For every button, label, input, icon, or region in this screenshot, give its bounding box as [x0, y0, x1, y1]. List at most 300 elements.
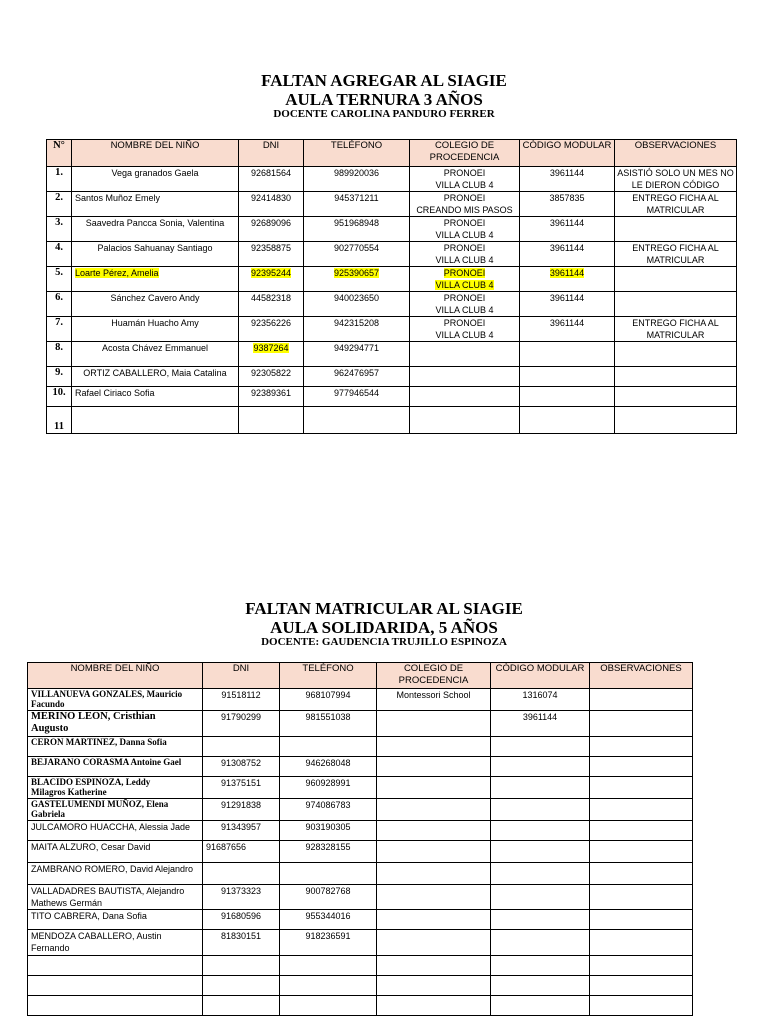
header-codigo: CÓDIGO MODULAR [520, 140, 615, 167]
nombre-text: Acosta Chávez Emmanuel [101, 343, 209, 353]
cell-colegio: Montessori School [377, 689, 491, 711]
nombre-text: GASTELUMENDI MUÑOZ, Elena [31, 799, 169, 809]
colegio-line [410, 304, 519, 316]
table-row [28, 841, 693, 863]
cell-telefono: 968107994 [280, 689, 377, 711]
cell-nombre [28, 777, 203, 799]
table-row [28, 737, 693, 757]
header-observaciones: OBSERVACIONES [590, 663, 693, 689]
cell-observaciones [590, 863, 693, 885]
cell-colegio [410, 267, 520, 292]
table-row [47, 192, 737, 217]
cell-codigo [520, 192, 615, 217]
nombre-text: MAITA ALZURO, Cesar David [31, 842, 151, 852]
cell-colegio [410, 167, 520, 192]
colegio-text: PRONOEI [443, 243, 486, 253]
table-row [47, 167, 737, 192]
cell-colegio [410, 292, 520, 317]
nombre-text: BEJARANO CORASMA Antoine Gael [31, 757, 182, 767]
cell-telefono: 960928991 [280, 777, 377, 799]
colegio-text: VILLA CLUB 4 [435, 330, 494, 340]
cell-telefono: 981551038 [280, 711, 377, 737]
cell-codigo [491, 996, 590, 1016]
nombre-text: Augusto [31, 723, 69, 734]
cell-dni [203, 956, 280, 976]
telefono-text: 940023650 [333, 293, 380, 303]
codigo-text: 3961144 [549, 268, 585, 278]
observacion-text: MATRICULAR [646, 255, 705, 265]
cell-codigo [520, 267, 615, 292]
cell-telefono [304, 367, 410, 387]
cell-colegio [377, 737, 491, 757]
table-row [47, 292, 737, 317]
cell-nombre [72, 167, 239, 192]
table-row [47, 217, 737, 242]
colegio-line [410, 329, 519, 341]
cell-colegio [377, 996, 491, 1016]
dni-text: 92358875 [250, 243, 292, 253]
table-row [28, 799, 693, 821]
table-solidaridad [27, 662, 693, 1016]
cell-observaciones [590, 777, 693, 799]
colegio-text: VILLA CLUB 4 [435, 280, 494, 290]
cell-codigo: 1316074 [491, 689, 590, 711]
header-codigo: CÓDIGO MODULAR [491, 663, 590, 689]
colegio-line [410, 267, 519, 279]
cell-nombre [28, 885, 203, 910]
cell-codigo [520, 342, 615, 367]
cell-codigo [491, 799, 590, 821]
table-row [28, 885, 693, 910]
codigo-text: 3961144 [549, 318, 585, 328]
cell-telefono: 946268048 [280, 757, 377, 777]
cell-nombre [28, 956, 203, 976]
table-row [47, 317, 737, 342]
cell-colegio [377, 757, 491, 777]
cell-codigo [491, 737, 590, 757]
cell-codigo [491, 777, 590, 799]
cell-nombre [28, 689, 203, 711]
colegio-line [410, 204, 519, 216]
section2-title: FALTAN MATRICULAR AL SIAGIE [245, 599, 523, 618]
cell-codigo [520, 407, 615, 434]
cell-telefono: 974086783 [280, 799, 377, 821]
nombre-text: Gabriela [31, 809, 65, 819]
colegio-line [410, 292, 519, 304]
cell-nombre [28, 821, 203, 841]
cell-dni: 91291838 [203, 799, 280, 821]
cell-telefono [304, 267, 410, 292]
cell-observaciones [615, 167, 737, 192]
cell-colegio [377, 863, 491, 885]
cell-dni [203, 737, 280, 757]
cell-codigo [520, 367, 615, 387]
nombre-text: CERON MARTINEZ, Danna Sofia [31, 737, 167, 747]
table-header-row [28, 663, 693, 689]
cell-nombre [72, 292, 239, 317]
dni-text: 44582318 [250, 293, 292, 303]
cell-observaciones [615, 407, 737, 434]
row-number: 10. [47, 387, 72, 407]
cell-observaciones [615, 367, 737, 387]
cell-telefono [280, 996, 377, 1016]
section2-subtitle: AULA SOLIDARIDA, 5 AÑOS [270, 618, 498, 637]
nombre-text: TITO CABRERA, Dana Sofia [31, 911, 147, 921]
cell-dni [239, 407, 304, 434]
cell-observaciones [615, 387, 737, 407]
cell-dni [239, 217, 304, 242]
cell-telefono: 955344016 [280, 910, 377, 930]
cell-colegio [377, 910, 491, 930]
nombre-text: MERINO LEON, Cristhian [31, 711, 156, 722]
colegio-line [410, 217, 519, 229]
row-number: 4. [47, 242, 72, 267]
header-dni: DNI [239, 140, 304, 167]
cell-nombre [72, 342, 239, 367]
cell-codigo [491, 930, 590, 956]
cell-observaciones [615, 317, 737, 342]
row-number: 2. [47, 192, 72, 217]
header-nombre: NOMBRE DEL NIÑO [28, 663, 203, 689]
cell-nombre [72, 407, 239, 434]
cell-nombre [28, 930, 203, 956]
cell-observaciones [615, 192, 737, 217]
colegio-text: PRONOEI [443, 268, 486, 278]
table-row [28, 956, 693, 976]
observacion-text: ASISTIÓ SOLO UN MES NO [617, 168, 734, 178]
nombre-text: Saavedra Pancca Sonia, Valentina [85, 218, 225, 228]
cell-colegio [410, 317, 520, 342]
cell-telefono [304, 342, 410, 367]
cell-codigo [491, 885, 590, 910]
table-row [47, 387, 737, 407]
colegio-text: PRONOEI [443, 168, 486, 178]
cell-colegio [410, 192, 520, 217]
cell-codigo [491, 821, 590, 841]
nombre-text: VALLADADRES BAUTISTA, Alejandro [31, 886, 185, 896]
cell-observaciones [615, 342, 737, 367]
cell-observaciones [590, 799, 693, 821]
telefono-text: 977946544 [333, 388, 380, 398]
cell-observaciones [590, 711, 693, 737]
cell-nombre [28, 841, 203, 863]
cell-dni: 91308752 [203, 757, 280, 777]
telefono-text: 902770554 [333, 243, 380, 253]
cell-codigo [491, 757, 590, 777]
observacion-text: MATRICULAR [646, 205, 705, 215]
cell-observaciones [590, 930, 693, 956]
table-row [28, 777, 693, 799]
codigo-text: 3961144 [549, 243, 585, 253]
cell-codigo: 3961144 [491, 711, 590, 737]
nombre-text: VILLANUEVA GONZALES, Mauricio [31, 689, 183, 699]
table-row [47, 242, 737, 267]
colegio-text: CREANDO MIS PASOS [416, 205, 513, 215]
telefono-text: 945371211 [334, 193, 379, 203]
cell-observaciones [590, 689, 693, 711]
dni-text: 92681564 [250, 168, 292, 178]
cell-observaciones [590, 976, 693, 996]
cell-observaciones [615, 242, 737, 267]
nombre-text: BLACIDO ESPINOZA, Leddy [31, 777, 151, 787]
section1-docente: DOCENTE CAROLINA PANDURO FERRER [273, 108, 495, 120]
cell-nombre [72, 387, 239, 407]
cell-observaciones [590, 956, 693, 976]
row-number: 8. [47, 342, 72, 367]
cell-codigo [520, 387, 615, 407]
colegio-text: PRONOEI [443, 193, 486, 203]
table-row [28, 689, 693, 711]
colegio-text: VILLA CLUB 4 [435, 180, 494, 190]
nombre-text: ORTIZ CABALLERO, Maia Catalina [83, 368, 227, 378]
cell-dni [239, 342, 304, 367]
cell-codigo [491, 841, 590, 863]
header-n: N° [47, 140, 72, 167]
cell-colegio [377, 799, 491, 821]
cell-telefono [280, 737, 377, 757]
section1-subtitle: AULA TERNURA 3 AÑOS [285, 90, 483, 109]
nombre-text: Fernando [31, 943, 70, 953]
cell-codigo [520, 242, 615, 267]
telefono-text: 962476957 [333, 368, 380, 378]
row-number: 9. [47, 367, 72, 387]
cell-telefono: 918236591 [280, 930, 377, 956]
nombre-text: Mathews Germán [31, 898, 103, 908]
cell-observaciones [590, 996, 693, 1016]
observacion-text: ENTREGO FICHA AL [632, 243, 719, 253]
cell-nombre [28, 976, 203, 996]
colegio-line [410, 229, 519, 241]
telefono-text: 989920036 [333, 168, 380, 178]
cell-dni: 91375151 [203, 777, 280, 799]
nombre-text: Sánchez Cavero Andy [110, 293, 200, 303]
cell-nombre [28, 711, 203, 737]
cell-dni [239, 167, 304, 192]
colegio-text: VILLA CLUB 4 [435, 230, 494, 240]
colegio-line [410, 317, 519, 329]
colegio-line [410, 179, 519, 191]
cell-telefono [304, 242, 410, 267]
row-number: 11 [47, 407, 72, 434]
table-row [28, 910, 693, 930]
cell-telefono: 900782768 [280, 885, 377, 910]
table-ternura [46, 139, 737, 434]
header-telefono: TELÉFONO [304, 140, 410, 167]
cell-observaciones [590, 737, 693, 757]
colegio-line [410, 254, 519, 266]
cell-nombre [72, 267, 239, 292]
cell-dni [239, 292, 304, 317]
cell-nombre [28, 910, 203, 930]
cell-dni: 91680596 [203, 910, 280, 930]
cell-codigo [520, 292, 615, 317]
telefono-text: 942315208 [333, 318, 380, 328]
header-nombre: NOMBRE DEL NIÑO [72, 140, 239, 167]
cell-colegio [377, 930, 491, 956]
header-observaciones: OBSERVACIONES [615, 140, 737, 167]
cell-nombre [72, 317, 239, 342]
cell-telefono [304, 217, 410, 242]
colegio-text: PRONOEI [443, 218, 486, 228]
cell-codigo [520, 217, 615, 242]
observacion-text: MATRICULAR [646, 330, 705, 340]
cell-observaciones [615, 267, 737, 292]
cell-colegio [377, 777, 491, 799]
cell-dni: 91687656 [203, 841, 280, 863]
cell-telefono [280, 863, 377, 885]
cell-colegio [410, 342, 520, 367]
cell-nombre [72, 192, 239, 217]
codigo-text: 3961144 [549, 168, 585, 178]
cell-codigo [491, 956, 590, 976]
cell-colegio [410, 242, 520, 267]
cell-observaciones [590, 885, 693, 910]
cell-colegio [410, 387, 520, 407]
row-number: 6. [47, 292, 72, 317]
cell-dni [239, 192, 304, 217]
cell-codigo [491, 976, 590, 996]
cell-colegio [410, 217, 520, 242]
cell-telefono [304, 167, 410, 192]
cell-dni [203, 996, 280, 1016]
table-row [28, 757, 693, 777]
table-row [47, 342, 737, 367]
nombre-text: ZAMBRANO ROMERO, David Alejandro [31, 864, 194, 874]
nombre-text: Santos Muñoz Emely [75, 193, 161, 203]
table-row [28, 711, 693, 737]
cell-nombre [72, 217, 239, 242]
cell-telefono [304, 407, 410, 434]
cell-dni [203, 863, 280, 885]
cell-dni [239, 242, 304, 267]
header-dni: DNI [203, 663, 280, 689]
row-number: 7. [47, 317, 72, 342]
dni-text: 92389361 [250, 388, 292, 398]
codigo-text: 3961144 [549, 218, 585, 228]
codigo-text: 3961144 [549, 293, 585, 303]
cell-nombre [28, 996, 203, 1016]
cell-dni: 91343957 [203, 821, 280, 841]
nombre-text: JULCAMORO HUACCHA, Alessia Jade [31, 822, 191, 832]
dni-text: 9387264 [253, 343, 289, 353]
colegio-text: VILLA CLUB 4 [435, 305, 494, 315]
cell-dni [203, 976, 280, 996]
cell-observaciones [615, 217, 737, 242]
table-row [28, 821, 693, 841]
cell-telefono [304, 387, 410, 407]
cell-telefono [280, 976, 377, 996]
nombre-text: Vega granados Gaela [111, 168, 199, 178]
dni-text: 92305822 [250, 368, 292, 378]
colegio-line [410, 242, 519, 254]
cell-dni: 91790299 [203, 711, 280, 737]
observacion-text: ENTREGO FICHA AL [632, 193, 719, 203]
cell-telefono [304, 317, 410, 342]
cell-observaciones [590, 757, 693, 777]
dni-text: 92356226 [250, 318, 292, 328]
cell-colegio [410, 367, 520, 387]
colegio-line [410, 167, 519, 179]
colegio-text: PRONOEI [443, 293, 486, 303]
cell-dni [239, 267, 304, 292]
cell-telefono [304, 292, 410, 317]
cell-colegio [410, 407, 520, 434]
colegio-line [410, 279, 519, 291]
nombre-text: Rafael Ciriaco Sofia [75, 388, 155, 398]
cell-colegio [377, 956, 491, 976]
cell-dni [239, 367, 304, 387]
cell-telefono: 903190305 [280, 821, 377, 841]
row-number: 1. [47, 167, 72, 192]
cell-nombre [72, 367, 239, 387]
cell-dni [239, 317, 304, 342]
dni-text: 92689096 [250, 218, 292, 228]
section1-title: FALTAN AGREGAR AL SIAGIE [261, 71, 507, 90]
table-row [28, 976, 693, 996]
colegio-text: VILLA CLUB 4 [435, 255, 494, 265]
cell-colegio [377, 885, 491, 910]
cell-codigo [491, 863, 590, 885]
nombre-text: Facundo [31, 699, 65, 709]
cell-telefono: 928328155 [280, 841, 377, 863]
cell-nombre [72, 242, 239, 267]
colegio-text: PRONOEI [443, 318, 486, 328]
dni-text: 92395244 [250, 268, 292, 278]
cell-nombre [28, 737, 203, 757]
observacion-text: LE DIERON CÓDIGO [631, 180, 720, 190]
nombre-text: Milagros Katherine [31, 787, 107, 797]
cell-telefono [304, 192, 410, 217]
cell-colegio [377, 841, 491, 863]
table-header-row [47, 140, 737, 167]
row-number: 5. [47, 267, 72, 292]
header-colegio: COLEGIO DE PROCEDENCIA [410, 140, 520, 167]
telefono-text: 949294771 [333, 343, 380, 353]
table-row [47, 367, 737, 387]
telefono-text: 925390657 [333, 268, 380, 278]
cell-observaciones [590, 821, 693, 841]
header-colegio: COLEGIO DE PROCEDENCIA [377, 663, 491, 689]
cell-nombre [28, 757, 203, 777]
cell-codigo [520, 317, 615, 342]
cell-dni: 91373323 [203, 885, 280, 910]
dni-text: 92414830 [250, 193, 292, 203]
nombre-text: Palacios Sahuanay Santiago [97, 243, 213, 253]
cell-nombre [28, 863, 203, 885]
cell-colegio [377, 821, 491, 841]
cell-dni: 91518112 [203, 689, 280, 711]
cell-codigo [491, 910, 590, 930]
section2-docente: DOCENTE: GAUDENCIA TRUJILLO ESPINOZA [261, 636, 507, 648]
observacion-text: ENTREGO FICHA AL [632, 318, 719, 328]
table-row [28, 996, 693, 1016]
table-row [28, 863, 693, 885]
cell-codigo [520, 167, 615, 192]
nombre-text: Huamán Huacho Amy [111, 318, 199, 328]
cell-colegio [377, 711, 491, 737]
colegio-line [410, 192, 519, 204]
codigo-text: 3857835 [549, 193, 585, 203]
cell-telefono [280, 956, 377, 976]
cell-colegio [377, 976, 491, 996]
telefono-text: 951968948 [333, 218, 380, 228]
cell-observaciones [615, 292, 737, 317]
cell-dni: 81830151 [203, 930, 280, 956]
cell-nombre [28, 799, 203, 821]
nombre-text: MENDOZA CABALLERO, Austin [31, 931, 162, 941]
header-telefono: TELÉFONO [280, 663, 377, 689]
cell-dni [239, 387, 304, 407]
